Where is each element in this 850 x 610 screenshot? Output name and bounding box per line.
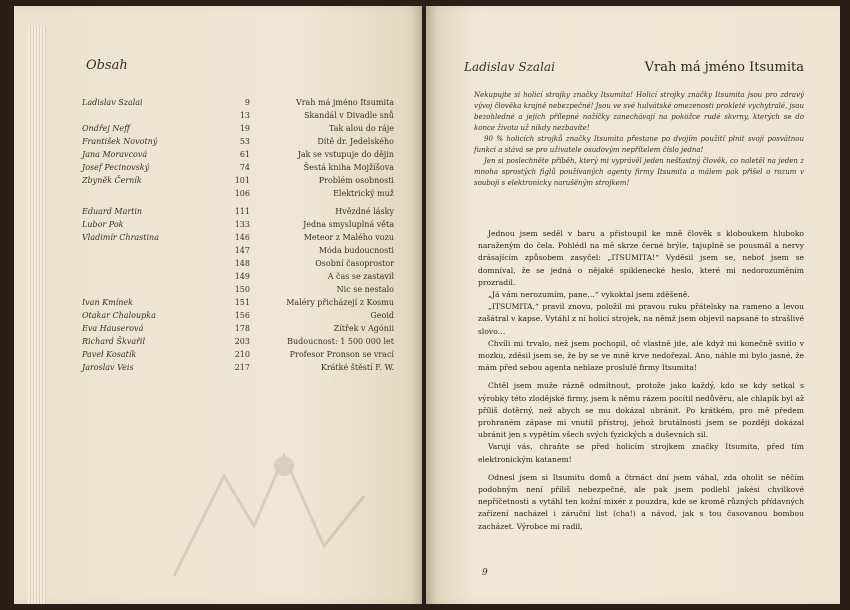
story-body	[478, 228, 804, 533]
story-title: Vrah má jméno Itsumita	[644, 60, 804, 75]
toc-author: Richard Škvařil	[82, 337, 146, 346]
toc-page-number: 133	[234, 220, 250, 229]
toc-entry	[14, 231, 422, 244]
toc-author: Jaroslav Veis	[82, 363, 134, 372]
toc-story-title: A čas se zastavil	[327, 272, 394, 281]
toc-entry	[14, 135, 422, 148]
toc-entry	[14, 309, 422, 322]
toc-entry	[14, 348, 422, 361]
toc-page-number: 9	[244, 98, 250, 107]
toc-story-title: Maléry přicházejí z Kosmu	[286, 298, 394, 307]
toc-page-number: 148	[234, 259, 250, 268]
toc-author: Eva Hauserová	[82, 324, 144, 333]
toc-entry	[14, 161, 422, 174]
toc-entry	[14, 174, 422, 187]
toc-author: Jana Moravcová	[82, 150, 148, 159]
toc-story-title: Meteor z Malého vozu	[303, 233, 394, 242]
toc-page-number: 13	[239, 111, 250, 120]
toc-page-number: 146	[234, 233, 250, 242]
toc-heading: Obsah	[86, 58, 128, 73]
left-page	[14, 6, 422, 604]
body-paragraph: „ITSUMITA,“ pravil znovu, položil mi pravou ruku přátelsky na rameno a levou zašátral v kapse. Vytáhl z ní holicí strojek, na němž jsem objevil napsané to strašlivé slovo…	[478, 302, 804, 336]
toc-page-number: 203	[234, 337, 250, 346]
toc-story-title: Krátké štěstí F. W.	[320, 363, 394, 372]
toc-entry	[14, 270, 422, 283]
toc-page-number: 74	[239, 163, 250, 172]
toc-entry	[14, 361, 422, 374]
toc-entry	[14, 244, 422, 257]
intro-paragraph: Jen si poslechněte příběh, který mi vyprávěl jeden nešťastný člověk, co naletěl na jeden z mnoha sprostých figlů používaných agenty firmy Itsumita a málem pak přišel o rozum v souboji s elektronicky narušëným strojkem!	[474, 157, 804, 187]
toc-page-number: 217	[234, 363, 250, 372]
toc-story-title: Elektrický muž	[333, 189, 394, 198]
toc-story-title: Jak se vstupuje do dějin	[297, 150, 394, 159]
toc-author: Otakar Chaloupka	[82, 311, 156, 320]
body-paragraph: „Já vám nerozumím, pane…“ vykoktal jsem zděšeně.	[488, 290, 690, 300]
toc-entry	[14, 205, 422, 218]
body-paragraph: Chvíli mi trvalo, než jsem pochopil, oč vlastně jde, ale když mi konečně svitlo v mozku, zděsil jsem se, že by se ve mně krve nedořezal. Ano, náhle mi bylo jasné, že mám před sebou agenta neblaze proslulé firmy Itsumita!	[478, 338, 804, 373]
toc-page-number: 150	[234, 285, 250, 294]
toc-story-title: Móda budoucnosti	[318, 246, 394, 255]
toc-entry	[14, 296, 422, 309]
toc-page-number: 61	[239, 150, 250, 159]
bleed-through-illustration	[164, 436, 374, 586]
toc-page-number: 156	[234, 311, 250, 320]
toc-story-title: Dítě dr. Jedelského	[317, 137, 394, 146]
body-paragraph: Chtěl jsem muže rázně odmítnout, protože jako každý, kdo se kdy setkal s výrobky této zlodějské firmy, jsem k němu rázem pocítil nedůvěru, ale chlapík byl až příliš dotěrný, než abych se mu dokázal ubránit. Po krátkém, pro mě předem prohraném zápase mi vnutil přístroj, jehož brutálnosti jsem se později dokázal ubránit jen s vypětím všech svých fyzických a duševních sil.	[478, 381, 804, 440]
toc-page-number: 111	[234, 207, 250, 216]
toc-author: Vladimír Chrastina	[82, 233, 159, 242]
toc-story-title: Geoid	[370, 311, 394, 320]
toc-author: Zbyněk Černík	[82, 176, 142, 185]
toc-story-title: Profesor Pronson se vrací	[289, 350, 394, 359]
toc-story-title: Hvězdné lásky	[335, 207, 394, 216]
story-author: Ladislav Szalai	[464, 60, 555, 74]
toc-page-number: 178	[234, 324, 250, 333]
toc-story-title: Jedna smysluplná věta	[303, 220, 394, 229]
toc-entry	[14, 148, 422, 161]
toc-story-title: Tak alou do ráje	[328, 124, 394, 133]
page-number: 9	[482, 568, 488, 578]
toc-page-number: 147	[234, 246, 250, 255]
toc-entry	[14, 109, 422, 122]
body-paragraph: Varuji vás, chraňte se před holicím strojkem značky Itsumita, před tím elektronickým katanem!	[478, 442, 804, 464]
toc-page-number: 106	[234, 189, 250, 198]
toc-page-number: 101	[234, 176, 250, 185]
toc-story-title: Skandál v Divadle snů	[304, 111, 394, 120]
toc-page-number: 151	[234, 298, 250, 307]
toc-author: Lubor Pok	[82, 220, 124, 229]
toc-page-number: 210	[234, 350, 250, 359]
toc-entry	[14, 335, 422, 348]
toc-story-title: Budoucnost: 1 500 000 let	[287, 337, 394, 346]
toc-entry	[14, 187, 422, 200]
toc-page-number: 19	[239, 124, 250, 133]
toc-author: Pavel Kosatík	[82, 350, 137, 359]
intro-paragraph: Nekupujte si holicí strojky značky Itsumita! Holicí strojky značky Itsumita jsou pro zdravý vývoj člověka krajně nebezpečné! Jsou ve své hulvátské omezenosti prokleté vychytralé, jsou bezohledné a jejich přílepné nožíčky zanechávají na pokožce rudé skvrny, kterých se do konce života už nikdy nezbavíte!	[474, 91, 804, 132]
toc-story-title: Vrah má jméno Itsumita	[295, 98, 394, 107]
toc-author: Ivan Kmínek	[82, 298, 133, 307]
toc-author: Eduard Martin	[82, 207, 143, 216]
intro-paragraph: 90 % holicích strojků značky Itsumita přestane po dvojím použití plnit svoji posvátnou funkci a stává se pro uživatele osudovým nepřítelem číslo jedna!	[474, 135, 804, 154]
body-paragraph: Odnesl jsem si Itsumitu domů a čtrnáct dní jsem váhal, zda oholit se něčím podobným není příliš nebezpečné, ale pak jsem podlehl jakési chvilkové nepříčetnosti a vytáhl ten kožní mixér z pouzdra, kde se kromě různých přídavných zařízení nacházel i záruční list (cha!) a návod, jak s tou časovanou bombou zacházet. Výrobce mi radil,	[478, 472, 804, 531]
toc-entry	[14, 283, 422, 296]
toc-author: František Novotný	[82, 137, 158, 146]
toc-page-number: 53	[239, 137, 250, 146]
toc-author: Ladislav Szalai	[82, 98, 143, 107]
body-paragraph: Jednou jsem seděl v baru a přistoupil ke mně člověk s kloboukem hluboko naraženým do čela. Pohlédl na mě skrze černé brýle, tajuplně se pousmál a nervy drásajícím způsobem zasyčel: „ITSUMITA!“ Vyděsil jsem se, neboť jsem se domníval, že se jedná o nějaké spiklenecké heslo, které mi nedorozuměním prozradil.	[478, 229, 804, 287]
toc-entry	[14, 218, 422, 231]
toc-story-title: Problém osobnosti	[318, 176, 394, 185]
toc-story-title: Zítřek v Agónii	[333, 324, 394, 333]
toc-story-title: Osobní časoprostor	[315, 259, 394, 268]
toc-page-number: 149	[234, 272, 250, 281]
toc-entry	[14, 96, 422, 109]
toc-entry	[14, 122, 422, 135]
toc-entry	[14, 257, 422, 270]
story-intro	[474, 90, 804, 189]
right-page	[426, 6, 840, 604]
toc-entry	[14, 322, 422, 335]
toc-story-title: Nic se nestalo	[336, 285, 394, 294]
toc-story-title: Šestá kniha Mojžíšova	[303, 163, 394, 172]
toc-author: Josef Pecinovský	[82, 163, 150, 172]
toc-author: Ondřej Neff	[82, 124, 130, 133]
